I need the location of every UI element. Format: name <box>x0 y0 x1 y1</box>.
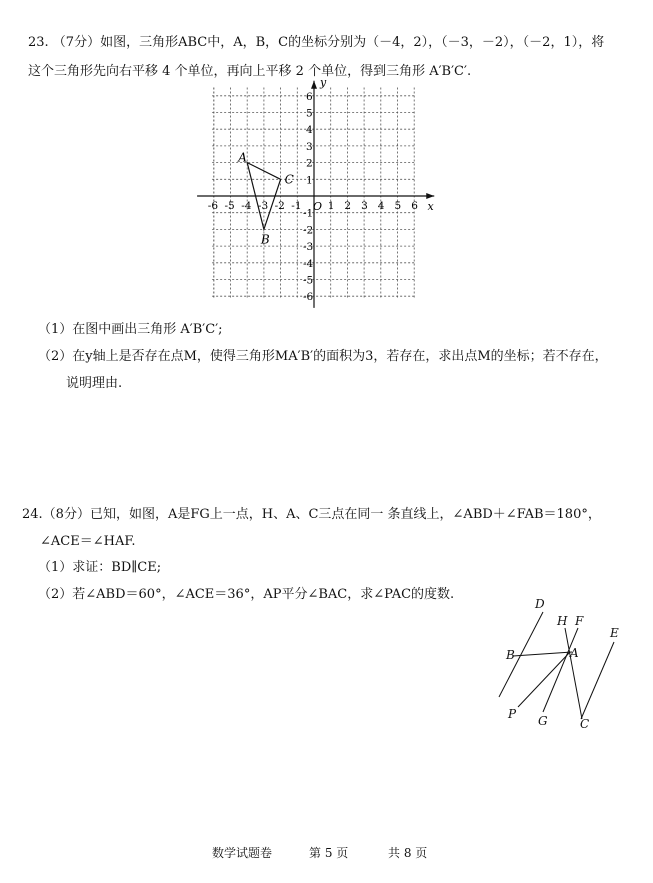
label-d: D <box>535 597 545 611</box>
x-tick-label: -6 <box>207 200 219 212</box>
label-g: G <box>538 714 548 728</box>
y-tick-label: -6 <box>303 291 314 304</box>
q23-line2: 这个三角形先向右平移 4 个单位，再向上平移 2 个单位，得到三角形 A′B′C′. <box>28 64 472 79</box>
label-b: B <box>506 648 515 662</box>
y-tick-label: 1 <box>306 174 313 187</box>
y-tick-label: -3 <box>303 241 314 254</box>
x-tick-label: 5 <box>394 200 402 212</box>
q24-line1: 24.（8分）已知，如图，A是FG上一点，H、A、C三点在同一 条直线上，∠ABD＋∠FAB＝180°， <box>22 507 601 522</box>
x-tick-label: 6 <box>411 200 418 212</box>
y-tick-label: 5 <box>306 107 313 120</box>
label-p: P <box>508 707 517 721</box>
line-ba <box>513 652 572 656</box>
y-tick-label: -1 <box>303 207 314 220</box>
x-tick-label: 3 <box>361 200 368 212</box>
footer-subject: 数学试题卷 <box>212 846 273 860</box>
footer-page: 第 5 页 <box>309 846 349 860</box>
x-axis-label: x <box>427 200 434 213</box>
triangle-abc <box>247 163 280 230</box>
q24-sub1: （1）求证：BD∥CE; <box>38 560 162 575</box>
point-label-c: C <box>284 172 294 187</box>
y-tick-label: 6 <box>306 90 313 103</box>
y-tick-label: -5 <box>303 274 314 287</box>
x-tick-label: -5 <box>224 200 235 212</box>
q23-line1: 23. （7分）如图，三角形ABC中，A，B，C的坐标分别为（－4，2），（－3，－2），（－2，1），将 <box>28 35 605 50</box>
y-tick-label: 2 <box>306 157 313 170</box>
x-tick-label: 1 <box>327 200 335 212</box>
y-axis-label: y <box>320 75 327 89</box>
origin-label: O <box>313 200 323 213</box>
point-label-b: B <box>260 232 270 247</box>
x-axis-arrow <box>426 193 434 199</box>
q24-sub2: （2）若∠ABD＝60°，∠ACE＝36°，AP平分∠BAC，求∠PAC的度数. <box>38 587 455 602</box>
y-tick-label: -2 <box>303 224 314 237</box>
line-bd <box>499 612 543 697</box>
label-f: F <box>575 614 584 628</box>
line-fg <box>543 628 578 712</box>
line-ap <box>518 652 570 707</box>
x-tick-label: 2 <box>344 200 352 212</box>
x-tick-label: -2 <box>274 200 285 212</box>
x-tick-label: -1 <box>291 200 302 212</box>
point-label-a: A <box>238 150 247 165</box>
q24-line2: ∠ACE＝∠HAF. <box>40 534 136 549</box>
label-a: A <box>570 646 579 660</box>
q23-sub1: （1）在图中画出三角形 A′B′C′; <box>38 322 223 337</box>
footer-total: 共 8 页 <box>388 846 428 860</box>
x-tick-label: 4 <box>377 200 385 212</box>
label-e: E <box>610 626 619 640</box>
y-tick-label: 3 <box>306 140 313 153</box>
x-tick-label: -3 <box>257 200 269 212</box>
label-c: C <box>580 717 590 731</box>
line-ce <box>581 642 614 719</box>
y-tick-label: -4 <box>303 257 314 270</box>
y-tick-label: 4 <box>306 124 313 137</box>
x-tick-label: -4 <box>241 200 252 212</box>
q23-sub2b: 说明理由. <box>66 376 123 391</box>
label-h: H <box>557 614 568 628</box>
q23-sub2: （2）在y轴上是否存在点M，使得三角形MA′B′的面积为3，若存在，求出点M的坐标；若不存在， <box>38 349 608 364</box>
line-ha <box>565 628 582 719</box>
